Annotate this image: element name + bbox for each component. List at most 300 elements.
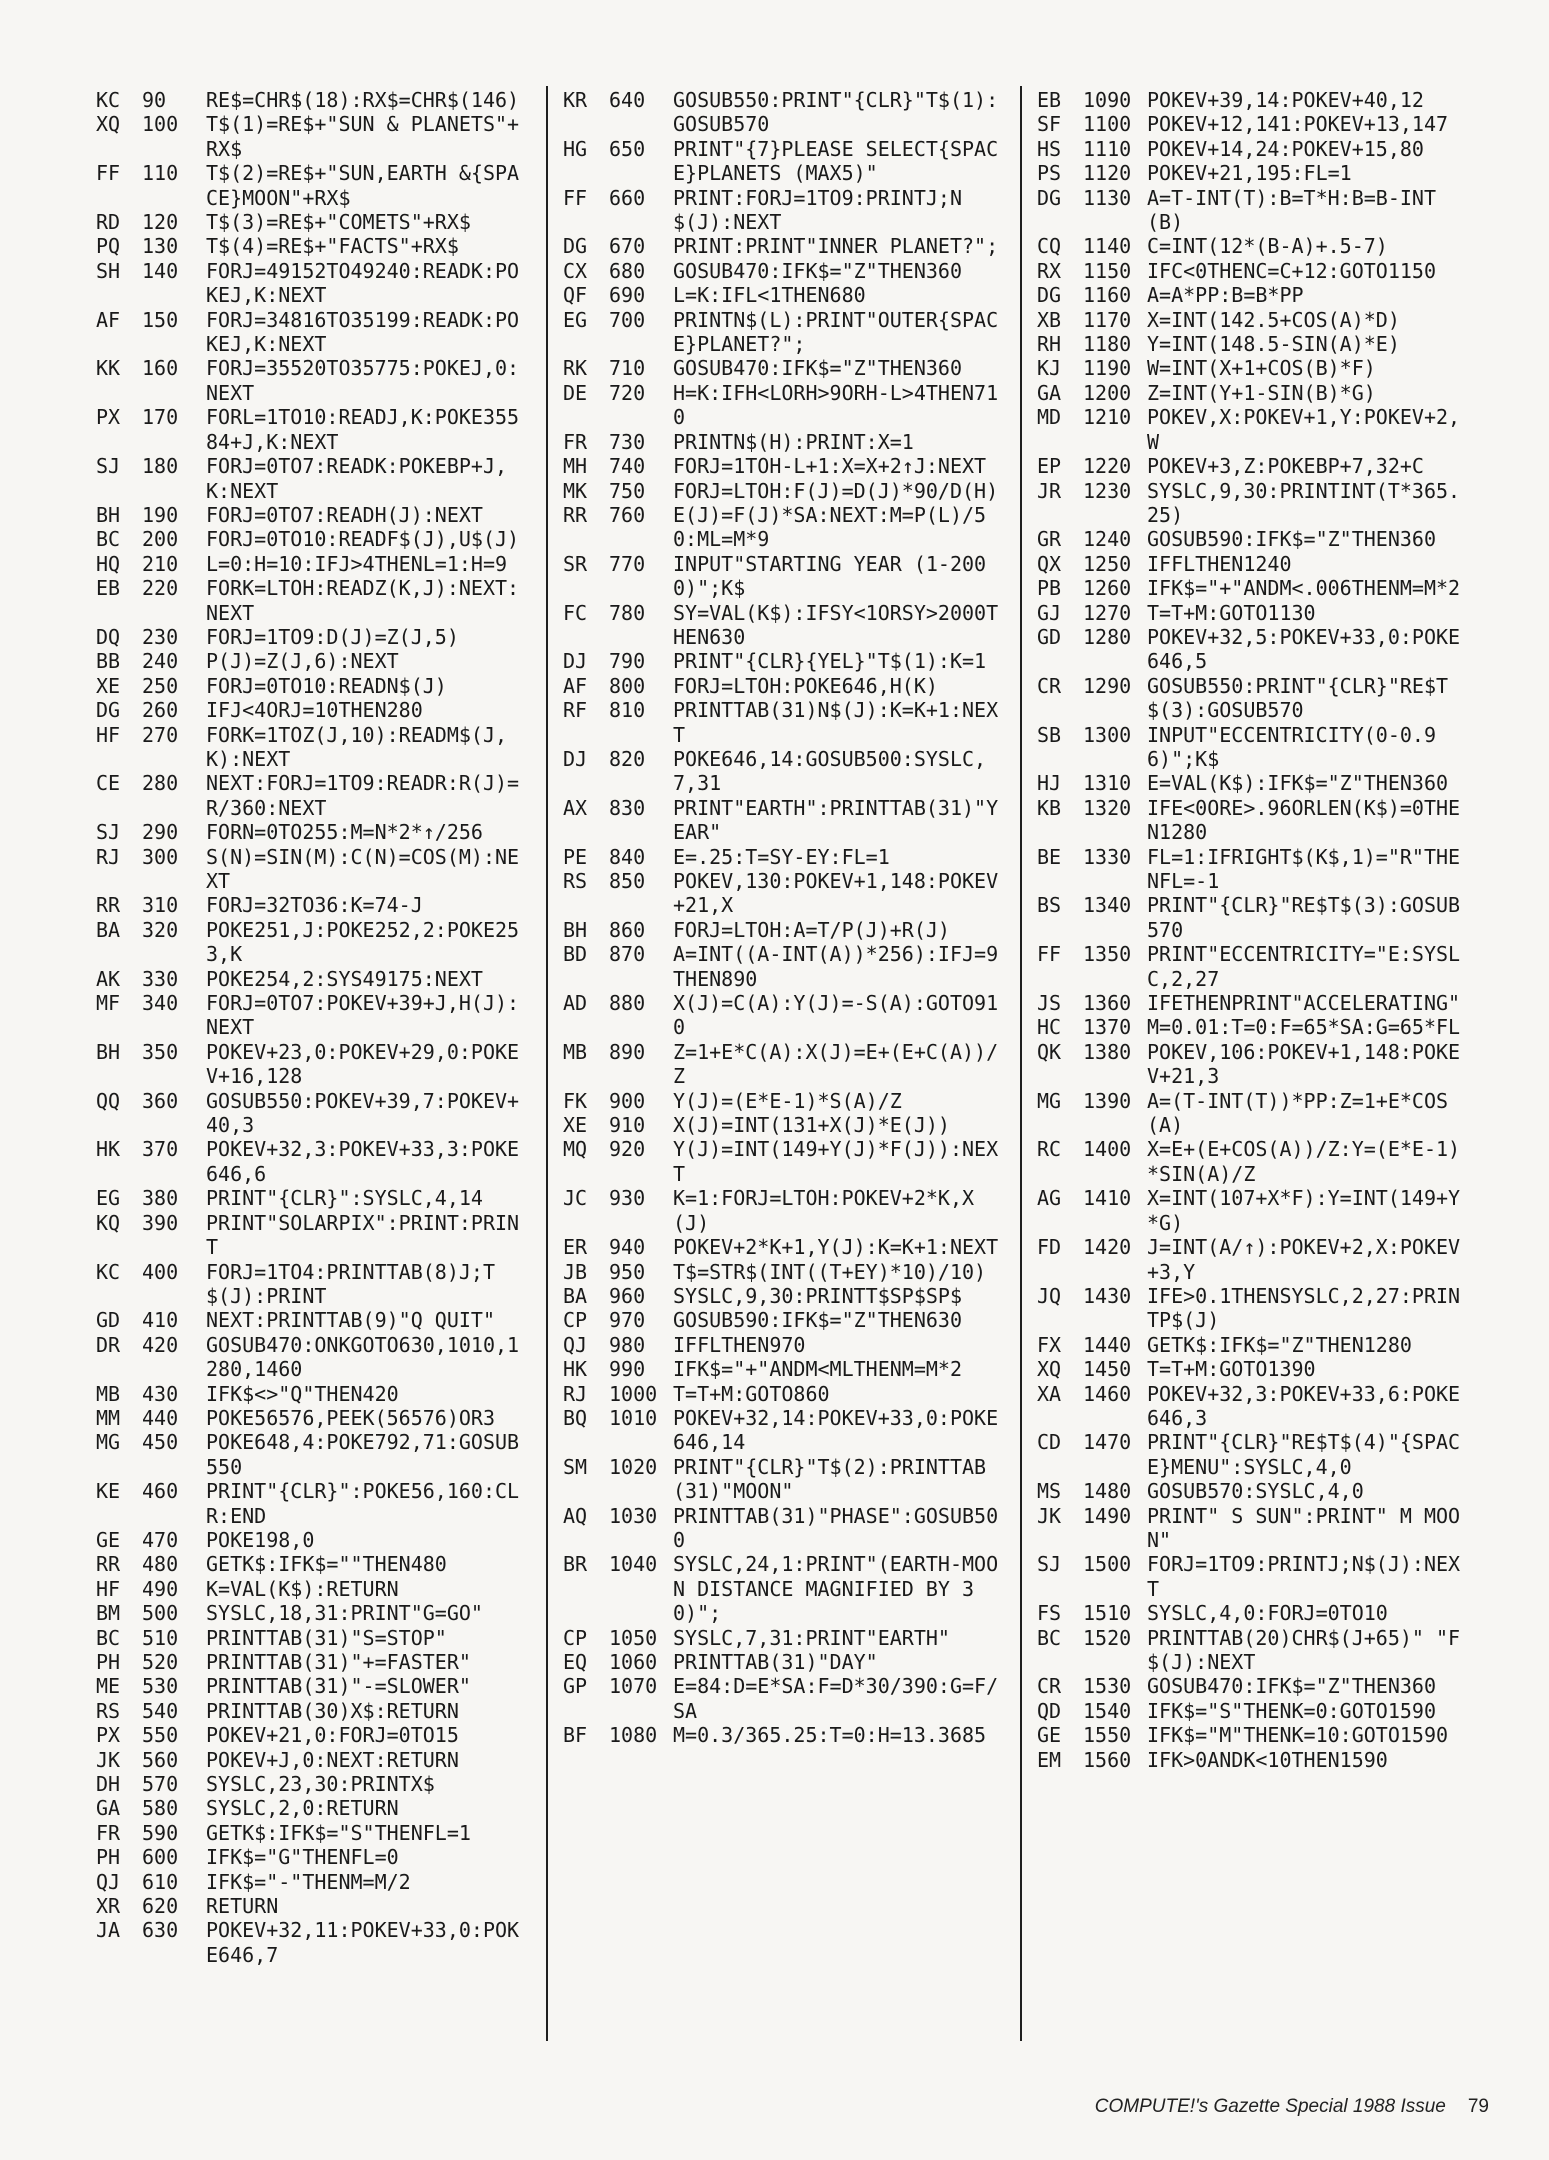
code-line xyxy=(96,1137,528,1186)
code-line xyxy=(96,649,528,673)
checksum: HF xyxy=(96,1576,121,1601)
basic-statement: FORJ=49152TO49240:READK:POKEJ,K:NEXT xyxy=(206,258,520,308)
line-number: 1270 xyxy=(1083,600,1132,625)
checksum: QF xyxy=(563,283,588,308)
line-number: 1200 xyxy=(1083,380,1132,405)
code-line xyxy=(1037,1333,1467,1357)
line-number: 700 xyxy=(609,307,646,332)
checksum: KB xyxy=(1037,795,1062,820)
line-number: 1420 xyxy=(1083,1235,1132,1260)
line-number: 1020 xyxy=(609,1454,658,1479)
basic-statement: T=T+M:GOTO860 xyxy=(673,1381,830,1406)
code-line xyxy=(563,649,1005,673)
code-line xyxy=(563,1723,1005,1747)
line-number: 610 xyxy=(142,1869,179,1894)
line-number: 860 xyxy=(609,917,646,942)
checksum: EG xyxy=(563,307,588,332)
checksum: MG xyxy=(1037,1088,1062,1113)
checksum: DG xyxy=(563,234,588,259)
code-line xyxy=(96,88,528,112)
checksum: RH xyxy=(1037,332,1062,357)
line-number: 1290 xyxy=(1083,673,1132,698)
line-number: 1370 xyxy=(1083,1015,1132,1040)
checksum: HK xyxy=(96,1137,121,1162)
basic-statement: T=T+M:GOTO1130 xyxy=(1147,600,1316,625)
code-line xyxy=(96,1699,528,1723)
checksum: AF xyxy=(96,307,121,332)
line-number: 1190 xyxy=(1083,356,1132,381)
code-line xyxy=(563,845,1005,869)
code-line xyxy=(563,552,1005,601)
checksum: BF xyxy=(563,1723,588,1748)
checksum: PE xyxy=(563,844,588,869)
basic-statement: C=INT(12*(B-A)+.5-7) xyxy=(1147,234,1388,259)
checksum: KC xyxy=(96,88,121,112)
basic-statement: GOSUB470:IFK$="Z"THEN360 xyxy=(673,356,962,381)
basic-statement: IFK$="M"THENK=10:GOTO1590 xyxy=(1147,1723,1449,1748)
code-line xyxy=(563,308,1005,357)
line-number: 1130 xyxy=(1083,185,1132,210)
line-number: 1460 xyxy=(1083,1381,1132,1406)
basic-statement: PRINTTAB(31)"-=SLOWER" xyxy=(206,1674,471,1699)
line-number: 590 xyxy=(142,1820,179,1845)
line-number: 580 xyxy=(142,1796,179,1821)
line-number: 130 xyxy=(142,234,179,259)
basic-statement: POKEV+23,0:POKEV+29,0:POKEV+16,128 xyxy=(206,1039,520,1089)
code-line xyxy=(1037,1748,1467,1772)
basic-statement: FORJ=1TO4:PRINTTAB(8)J;T$(J):PRINT xyxy=(206,1259,495,1308)
basic-statement: SYSLC,9,30:PRINTINT(T*365.25) xyxy=(1147,478,1461,527)
line-number: 410 xyxy=(142,1308,179,1333)
line-number: 240 xyxy=(142,649,179,674)
basic-statement: FORJ=1TOH-L+1:X=X+2↑J:NEXT xyxy=(673,454,987,479)
code-line xyxy=(96,552,528,576)
line-number: 620 xyxy=(142,1894,179,1919)
basic-statement: PRINT"EARTH":PRINTTAB(31)"YEAR" xyxy=(673,795,999,845)
line-number: 1360 xyxy=(1083,991,1132,1016)
code-line xyxy=(1037,893,1467,942)
code-line xyxy=(563,234,1005,258)
basic-statement: IFFLTHEN970 xyxy=(673,1332,806,1357)
checksum: PX xyxy=(96,405,121,430)
listing-column-2 xyxy=(563,88,1005,1748)
basic-statement: PRINT"{CLR}":SYSLC,4,14 xyxy=(206,1186,483,1211)
basic-statement: S(N)=SIN(M):C(N)=COS(M):NEXT xyxy=(206,844,520,893)
checksum: CP xyxy=(563,1308,588,1333)
code-line xyxy=(1037,1235,1467,1284)
code-line xyxy=(96,1796,528,1820)
line-number: 1140 xyxy=(1083,234,1132,259)
code-line xyxy=(1037,796,1467,845)
code-line xyxy=(96,1479,528,1528)
basic-statement: E=.25:T=SY-EY:FL=1 xyxy=(673,844,890,869)
basic-statement: FORJ=0TO10:READN$(J) xyxy=(206,673,447,698)
checksum: SB xyxy=(1037,722,1062,747)
line-number: 570 xyxy=(142,1772,179,1797)
line-number: 400 xyxy=(142,1259,179,1284)
line-number: 500 xyxy=(142,1601,179,1626)
line-number: 810 xyxy=(609,698,646,723)
line-number: 1380 xyxy=(1083,1039,1132,1064)
code-line xyxy=(563,1186,1005,1235)
line-number: 160 xyxy=(142,356,179,381)
line-number: 780 xyxy=(609,600,646,625)
code-line xyxy=(96,1918,528,1967)
checksum: HK xyxy=(563,1357,588,1382)
checksum: PQ xyxy=(96,234,121,259)
basic-statement: GETK$:IFK$=""THEN480 xyxy=(206,1552,447,1577)
checksum: KC xyxy=(96,1259,121,1284)
line-number: 470 xyxy=(142,1527,179,1552)
basic-statement: POKEV+14,24:POKEV+15,80 xyxy=(1147,136,1424,161)
line-number: 340 xyxy=(142,991,179,1016)
basic-statement: FORJ=0TO7:READK:POKEBP+J,K:NEXT xyxy=(206,454,508,503)
line-number: 940 xyxy=(609,1235,646,1260)
code-line xyxy=(1037,308,1467,332)
code-line xyxy=(96,1845,528,1869)
line-number: 1560 xyxy=(1083,1747,1132,1772)
checksum: GD xyxy=(1037,624,1062,649)
checksum: XE xyxy=(96,673,121,698)
checksum: MF xyxy=(96,991,121,1016)
basic-statement: FORN=0TO255:M=N*2*↑/256 xyxy=(206,820,483,845)
basic-statement: IFK$="G"THENFL=0 xyxy=(206,1845,399,1870)
line-number: 320 xyxy=(142,917,179,942)
code-line xyxy=(1037,1626,1467,1675)
code-line xyxy=(1037,479,1467,528)
code-line xyxy=(1037,1552,1467,1601)
basic-statement: H=K:IFH<LORH>9ORH-L>4THEN710 xyxy=(673,380,999,430)
basic-statement: FORJ=1TO9:PRINTJ;N$(J):NEXT xyxy=(1147,1552,1461,1601)
basic-statement: T$(4)=RE$+"FACTS"+RX$ xyxy=(206,234,459,259)
code-line xyxy=(563,1089,1005,1113)
line-number: 1170 xyxy=(1083,307,1132,332)
code-line xyxy=(563,1552,1005,1625)
code-line xyxy=(1037,332,1467,356)
basic-statement: NEXT:FORJ=1TO9:READR:R(J)=R/360:NEXT xyxy=(206,771,520,820)
code-line xyxy=(1037,454,1467,478)
line-number: 1470 xyxy=(1083,1430,1132,1455)
line-number: 980 xyxy=(609,1332,646,1357)
checksum: BC xyxy=(1037,1625,1062,1650)
checksum: CX xyxy=(563,258,588,283)
line-number: 1050 xyxy=(609,1625,658,1650)
code-line xyxy=(563,1382,1005,1406)
checksum: SH xyxy=(96,258,121,283)
basic-statement: GETK$:IFK$="Z"THEN1280 xyxy=(1147,1332,1412,1357)
code-line xyxy=(563,454,1005,478)
basic-statement: PRINT"SOLARPIX":PRINT:PRINT xyxy=(206,1210,520,1260)
code-line xyxy=(563,1235,1005,1259)
basic-statement: POKEV,X:POKEV+1,Y:POKEV+2,W xyxy=(1147,405,1461,454)
line-number: 1110 xyxy=(1083,136,1132,161)
code-line xyxy=(96,625,528,649)
checksum: SM xyxy=(563,1454,588,1479)
page-number: 79 xyxy=(1467,2096,1489,2117)
basic-statement: FORJ=34816TO35199:READK:POKEJ,K:NEXT xyxy=(206,307,520,357)
basic-statement: POKEV+2*K+1,Y(J):K=K+1:NEXT xyxy=(673,1235,999,1260)
code-line xyxy=(1037,1504,1467,1553)
basic-statement: PRINT:FORJ=1TO9:PRINTJ;N$(J):NEXT xyxy=(673,185,962,235)
line-number: 90 xyxy=(142,88,167,112)
code-line xyxy=(563,1137,1005,1186)
line-number: 650 xyxy=(609,136,646,161)
code-line xyxy=(96,723,528,772)
line-number: 1320 xyxy=(1083,795,1132,820)
code-line xyxy=(96,1674,528,1698)
basic-statement: FORK=LTOH:READZ(K,J):NEXT:NEXT xyxy=(206,576,520,625)
code-line xyxy=(563,796,1005,845)
basic-statement: PRINT:PRINT"INNER PLANET?"; xyxy=(673,234,999,259)
code-line xyxy=(1037,356,1467,380)
listing-column-3 xyxy=(1037,88,1467,1772)
basic-statement: PRINTTAB(31)"DAY" xyxy=(673,1650,878,1674)
checksum: HS xyxy=(1037,136,1062,161)
basic-statement: E(J)=F(J)*SA:NEXT:M=P(L)/50:ML=M*9 xyxy=(673,502,987,552)
checksum: FD xyxy=(1037,1235,1062,1260)
checksum: XR xyxy=(96,1894,121,1919)
code-line xyxy=(96,1260,528,1309)
checksum: FR xyxy=(563,429,588,454)
checksum: QK xyxy=(1037,1039,1062,1064)
code-line xyxy=(96,308,528,357)
basic-statement: PRINTN$(H):PRINT:X=1 xyxy=(673,429,914,454)
line-number: 730 xyxy=(609,429,646,454)
basic-statement: POKEV+32,3:POKEV+33,6:POKE646,3 xyxy=(1147,1381,1461,1430)
basic-statement: SYSLC,18,31:PRINT"G=GO" xyxy=(206,1601,483,1626)
checksum: BR xyxy=(563,1552,588,1577)
line-number: 360 xyxy=(142,1088,179,1113)
checksum: FS xyxy=(1037,1601,1062,1626)
checksum: BC xyxy=(96,1625,121,1650)
line-number: 380 xyxy=(142,1186,179,1211)
checksum: MD xyxy=(1037,405,1062,430)
basic-statement: SYSLC,4,0:FORJ=0TO10 xyxy=(1147,1601,1388,1626)
checksum: QJ xyxy=(563,1332,588,1357)
checksum: EB xyxy=(1037,88,1062,112)
code-line xyxy=(563,1357,1005,1381)
code-line xyxy=(96,210,528,234)
line-number: 910 xyxy=(609,1113,646,1138)
line-number: 800 xyxy=(609,673,646,698)
checksum: HC xyxy=(1037,1015,1062,1040)
basic-statement: GOSUB470:IFK$="Z"THEN360 xyxy=(673,258,962,283)
line-number: 690 xyxy=(609,283,646,308)
checksum: EM xyxy=(1037,1747,1062,1772)
checksum: RR xyxy=(563,502,588,527)
line-number: 230 xyxy=(142,624,179,649)
line-number: 890 xyxy=(609,1039,646,1064)
basic-statement: IFK$="S"THENK=0:GOTO1590 xyxy=(1147,1698,1436,1723)
line-number: 1250 xyxy=(1083,551,1132,576)
checksum: XA xyxy=(1037,1381,1062,1406)
line-number: 820 xyxy=(609,746,646,771)
basic-statement: IFE>0.1THENSYSLC,2,27:PRINTP$(J) xyxy=(1147,1283,1461,1333)
checksum: RJ xyxy=(96,844,121,869)
code-line xyxy=(563,869,1005,918)
line-number: 560 xyxy=(142,1747,179,1772)
checksum: PH xyxy=(96,1650,121,1674)
line-number: 550 xyxy=(142,1723,179,1748)
checksum: RJ xyxy=(563,1381,588,1406)
basic-statement: GOSUB550:PRINT"{CLR}"T$(1):GOSUB570 xyxy=(673,88,999,137)
line-number: 420 xyxy=(142,1332,179,1357)
code-line xyxy=(1037,1186,1467,1235)
basic-statement: GOSUB550:POKEV+39,7:POKEV+40,3 xyxy=(206,1088,520,1138)
checksum: SJ xyxy=(96,820,121,845)
line-number: 760 xyxy=(609,502,646,527)
checksum: XQ xyxy=(96,112,121,137)
checksum: GE xyxy=(96,1527,121,1552)
checksum: CE xyxy=(96,771,121,796)
checksum: AQ xyxy=(563,1503,588,1528)
line-number: 170 xyxy=(142,405,179,430)
checksum: SR xyxy=(563,551,588,576)
line-number: 1430 xyxy=(1083,1283,1132,1308)
code-line xyxy=(1037,601,1467,625)
basic-statement: SYSLC,7,31:PRINT"EARTH" xyxy=(673,1625,950,1650)
checksum: BQ xyxy=(563,1405,588,1430)
basic-statement: J=INT(A/↑):POKEV+2,X:POKEV+3,Y xyxy=(1147,1235,1461,1284)
code-line xyxy=(1037,1015,1467,1039)
basic-statement: POKEV+J,0:NEXT:RETURN xyxy=(206,1747,459,1772)
checksum: CR xyxy=(1037,1674,1062,1699)
code-line xyxy=(96,845,528,894)
code-line xyxy=(563,186,1005,235)
code-line xyxy=(1037,137,1467,161)
code-line xyxy=(96,1186,528,1210)
basic-statement: POKEV+21,0:FORJ=0TO15 xyxy=(206,1723,459,1748)
checksum: BH xyxy=(563,917,588,942)
basic-statement: K=VAL(K$):RETURN xyxy=(206,1576,399,1601)
code-line xyxy=(96,1821,528,1845)
basic-statement: FORJ=LTOH:A=T/P(J)+R(J) xyxy=(673,917,950,942)
line-number: 930 xyxy=(609,1186,646,1211)
code-line xyxy=(1037,1699,1467,1723)
basic-statement: FORJ=32TO36:K=74-J xyxy=(206,893,423,918)
basic-statement: FORJ=0TO10:READF$(J),U$(J) xyxy=(206,527,520,552)
checksum: FK xyxy=(563,1088,588,1113)
checksum: GR xyxy=(1037,527,1062,552)
checksum: XQ xyxy=(1037,1357,1062,1382)
basic-statement: POKE646,14:GOSUB500:SYSLC,7,31 xyxy=(673,746,987,796)
code-line xyxy=(563,1040,1005,1089)
checksum: QD xyxy=(1037,1698,1062,1723)
checksum: HF xyxy=(96,722,121,747)
basic-statement: GOSUB590:IFK$="Z"THEN360 xyxy=(1147,527,1436,552)
line-number: 740 xyxy=(609,454,646,479)
line-number: 1450 xyxy=(1083,1357,1132,1382)
code-line xyxy=(96,1333,528,1382)
line-number: 960 xyxy=(609,1283,646,1308)
checksum: FX xyxy=(1037,1332,1062,1357)
checksum: PS xyxy=(1037,161,1062,186)
checksum: GJ xyxy=(1037,600,1062,625)
checksum: MB xyxy=(563,1039,588,1064)
code-line xyxy=(96,1577,528,1601)
code-line xyxy=(1037,1137,1467,1186)
line-number: 280 xyxy=(142,771,179,796)
line-number: 1230 xyxy=(1083,478,1132,503)
line-number: 1520 xyxy=(1083,1625,1132,1650)
line-number: 640 xyxy=(609,88,646,112)
checksum: RS xyxy=(563,869,588,893)
checksum: MS xyxy=(1037,1479,1062,1504)
line-number: 1010 xyxy=(609,1405,658,1430)
basic-statement: POKE56576,PEEK(56576)OR3 xyxy=(206,1405,495,1430)
basic-statement: RETURN xyxy=(206,1894,279,1919)
basic-statement: FORJ=0TO7:POKEV+39+J,H(J):NEXT xyxy=(206,991,520,1040)
code-line xyxy=(1037,1601,1467,1625)
line-number: 1070 xyxy=(609,1674,658,1699)
code-line xyxy=(1037,576,1467,600)
code-line xyxy=(1037,161,1467,185)
line-number: 100 xyxy=(142,112,179,137)
code-line xyxy=(96,918,528,967)
code-line xyxy=(563,991,1005,1040)
checksum: FF xyxy=(96,161,121,186)
checksum: BS xyxy=(1037,893,1062,918)
basic-statement: T$(2)=RE$+"SUN,EARTH &{SPACE}MOON"+RX$ xyxy=(206,161,520,210)
line-number: 680 xyxy=(609,258,646,283)
code-line xyxy=(96,991,528,1040)
basic-statement: X(J)=INT(131+X(J)*E(J)) xyxy=(673,1113,950,1138)
checksum: DJ xyxy=(563,649,588,674)
line-number: 540 xyxy=(142,1698,179,1723)
checksum: AD xyxy=(563,991,588,1016)
basic-statement: FORJ=35520TO35775:POKEJ,0:NEXT xyxy=(206,356,520,405)
basic-statement: PRINTTAB(31)"PHASE":GOSUB500 xyxy=(673,1503,999,1552)
checksum: PX xyxy=(96,1723,121,1748)
checksum: GA xyxy=(96,1796,121,1821)
line-number: 290 xyxy=(142,820,179,845)
basic-statement: PRINT"ECCENTRICITY="E:SYSLC,2,27 xyxy=(1147,942,1461,991)
checksum: EQ xyxy=(563,1650,588,1674)
code-line xyxy=(563,1674,1005,1723)
basic-statement: IFK$="+"ANDM<.006THENM=M*2 xyxy=(1147,576,1461,601)
code-line xyxy=(96,1772,528,1796)
basic-statement: E=84:D=E*SA:F=D*30/390:G=F/SA xyxy=(673,1674,999,1723)
basic-statement: X=INT(142.5+COS(A)*D) xyxy=(1147,307,1400,332)
basic-statement: GOSUB570:SYSLC,4,0 xyxy=(1147,1479,1364,1504)
code-line xyxy=(1037,845,1467,894)
checksum: BA xyxy=(563,1283,588,1308)
code-line xyxy=(563,283,1005,307)
checksum: EP xyxy=(1037,454,1062,479)
line-number: 1310 xyxy=(1083,771,1132,796)
line-number: 520 xyxy=(142,1650,179,1674)
code-line xyxy=(1037,1089,1467,1138)
checksum: DG xyxy=(1037,185,1062,210)
basic-statement: PRINT"{CLR}"RE$T$(3):GOSUB570 xyxy=(1147,893,1461,942)
checksum: RF xyxy=(563,698,588,723)
basic-statement: PRINT" S SUN":PRINT" M MOON" xyxy=(1147,1503,1461,1552)
code-line xyxy=(96,771,528,820)
code-line xyxy=(96,1626,528,1650)
checksum: BH xyxy=(96,502,121,527)
line-number: 1150 xyxy=(1083,258,1132,283)
code-line xyxy=(96,1308,528,1332)
basic-statement: FL=1:IFRIGHT$(K$,1)="R"THENFL=-1 xyxy=(1147,844,1461,893)
checksum: KQ xyxy=(96,1210,121,1235)
basic-statement: PRINT"{CLR}":POKE56,160:CLR:END xyxy=(206,1479,520,1528)
basic-statement: SY=VAL(K$):IFSY<1ORSY>2000THEN630 xyxy=(673,600,999,649)
code-line xyxy=(1037,991,1467,1015)
checksum: EG xyxy=(96,1186,121,1211)
basic-statement: GOSUB550:PRINT"{CLR}"RE$T$(3):GOSUB570 xyxy=(1147,673,1449,723)
code-line xyxy=(1037,1723,1467,1747)
basic-statement: POKEV+32,11:POKEV+33,0:POKE646,7 xyxy=(206,1918,520,1967)
